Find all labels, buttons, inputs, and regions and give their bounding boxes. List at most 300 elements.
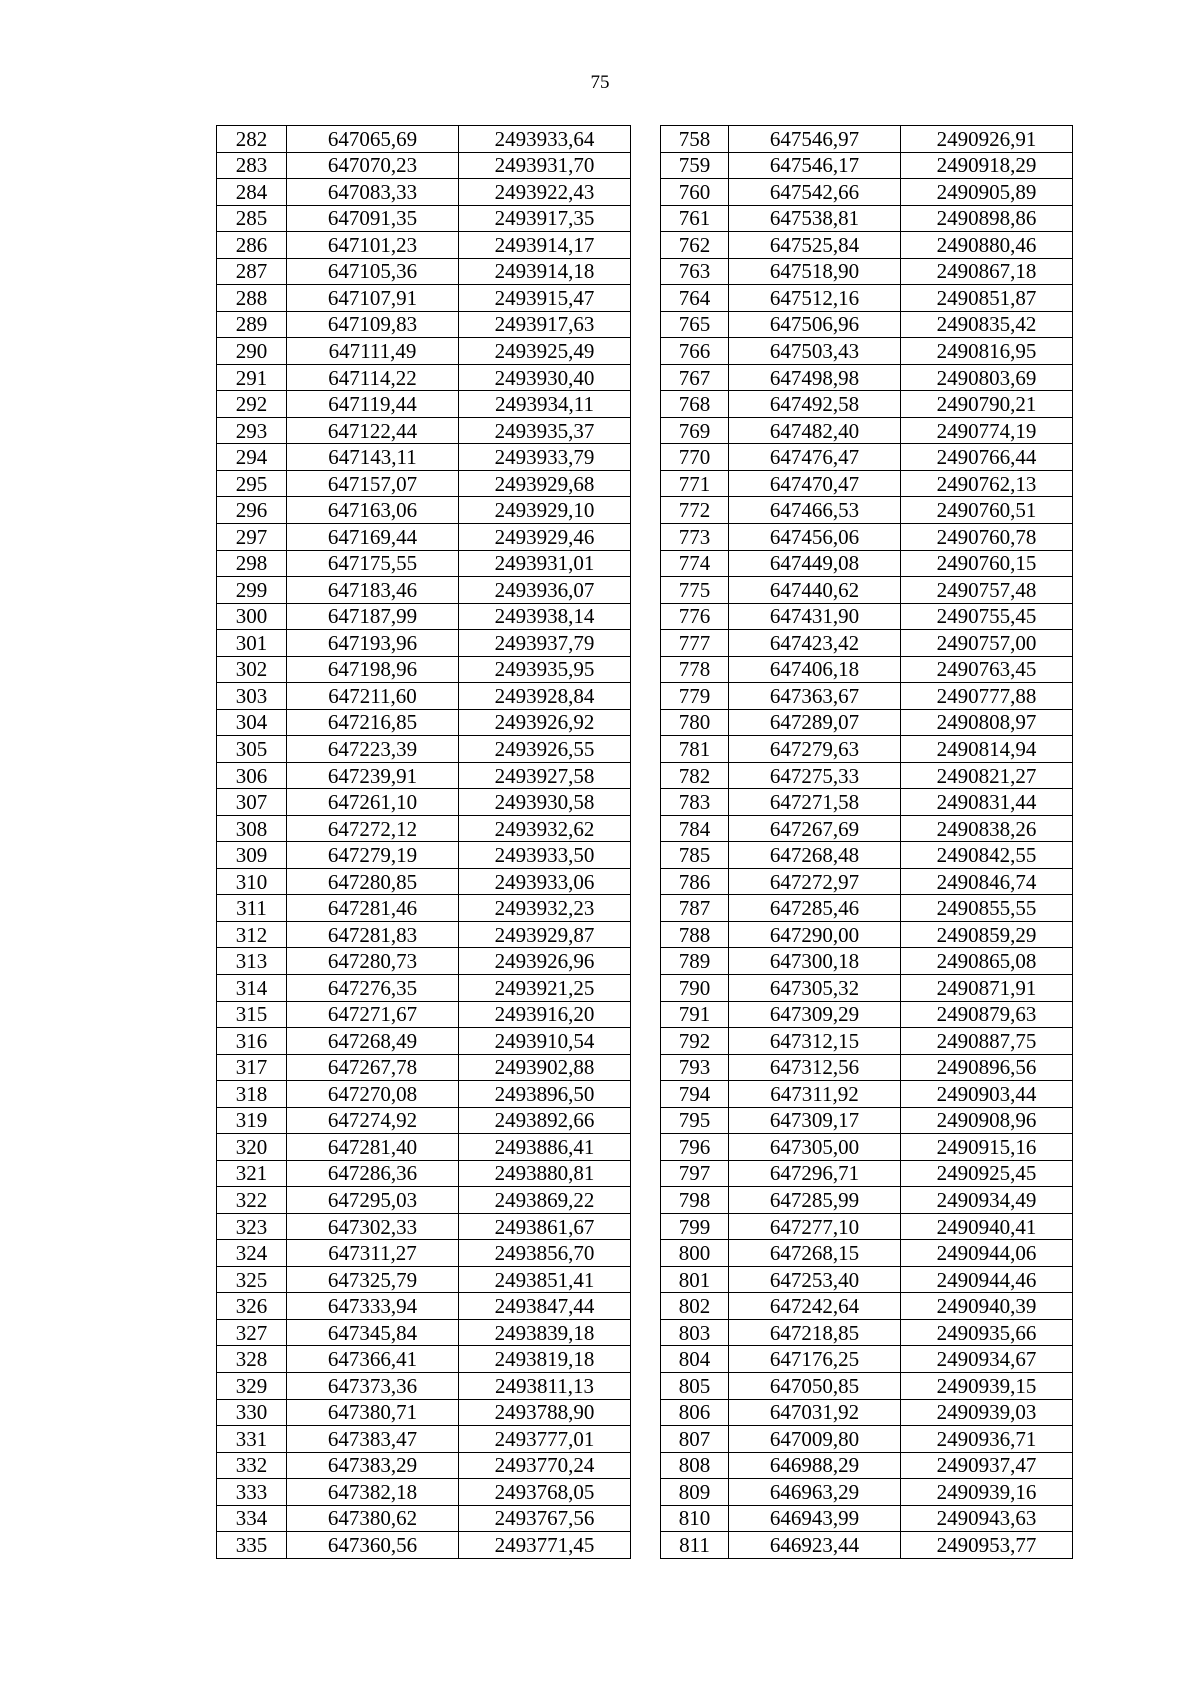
right-y-coordinate-cell: 2490760,15: [901, 550, 1073, 577]
left-point-number-cell: 300: [217, 603, 287, 630]
left-x-coordinate-cell: 647223,39: [287, 736, 459, 763]
left-point-number-cell: 285: [217, 205, 287, 232]
table-row: [217, 205, 1073, 232]
table-row: [217, 709, 1073, 736]
left-x-coordinate-cell: 647281,46: [287, 895, 459, 922]
right-point-number-cell: 802: [661, 1293, 729, 1320]
right-y-coordinate-cell: 2490915,16: [901, 1134, 1073, 1161]
right-point-number-cell: 774: [661, 550, 729, 577]
table-row: [217, 417, 1073, 444]
right-y-coordinate-cell: 2490846,74: [901, 868, 1073, 895]
table-row: [217, 1028, 1073, 1055]
left-y-coordinate-cell: 2493934,11: [459, 391, 631, 418]
left-x-coordinate-cell: 647281,40: [287, 1134, 459, 1161]
left-x-coordinate-cell: 647187,99: [287, 603, 459, 630]
right-y-coordinate-cell: 2490908,96: [901, 1107, 1073, 1134]
right-x-coordinate-cell: 647296,71: [729, 1160, 901, 1187]
left-y-coordinate-cell: 2493935,37: [459, 417, 631, 444]
left-y-coordinate-cell: 2493921,25: [459, 975, 631, 1002]
right-x-coordinate-cell: 647492,58: [729, 391, 901, 418]
right-x-coordinate-cell: 647268,48: [729, 842, 901, 869]
left-x-coordinate-cell: 647383,47: [287, 1426, 459, 1453]
left-y-coordinate-cell: 2493847,44: [459, 1293, 631, 1320]
left-point-number-cell: 315: [217, 1001, 287, 1028]
right-point-number-cell: 807: [661, 1426, 729, 1453]
left-x-coordinate-cell: 647270,08: [287, 1081, 459, 1108]
table-row: [217, 1479, 1073, 1506]
left-y-coordinate-cell: 2493931,01: [459, 550, 631, 577]
right-y-coordinate-cell: 2490898,86: [901, 205, 1073, 232]
left-point-number-cell: 326: [217, 1293, 287, 1320]
column-gap: [631, 895, 661, 922]
column-gap: [631, 497, 661, 524]
left-y-coordinate-cell: 2493926,92: [459, 709, 631, 736]
left-point-number-cell: 318: [217, 1081, 287, 1108]
table-row: [217, 1346, 1073, 1373]
right-x-coordinate-cell: 647363,67: [729, 683, 901, 710]
right-x-coordinate-cell: 647253,40: [729, 1266, 901, 1293]
right-x-coordinate-cell: 646963,29: [729, 1479, 901, 1506]
right-y-coordinate-cell: 2490944,46: [901, 1266, 1073, 1293]
left-y-coordinate-cell: 2493917,63: [459, 311, 631, 338]
column-gap: [631, 1532, 661, 1559]
left-point-number-cell: 327: [217, 1319, 287, 1346]
left-point-number-cell: 334: [217, 1505, 287, 1532]
column-gap: [631, 1001, 661, 1028]
left-x-coordinate-cell: 647267,78: [287, 1054, 459, 1081]
right-y-coordinate-cell: 2490867,18: [901, 258, 1073, 285]
column-gap: [631, 789, 661, 816]
left-y-coordinate-cell: 2493930,58: [459, 789, 631, 816]
left-y-coordinate-cell: 2493937,79: [459, 630, 631, 657]
right-y-coordinate-cell: 2490935,66: [901, 1319, 1073, 1346]
column-gap: [631, 603, 661, 630]
left-y-coordinate-cell: 2493936,07: [459, 577, 631, 604]
left-x-coordinate-cell: 647105,36: [287, 258, 459, 285]
right-point-number-cell: 773: [661, 523, 729, 550]
left-y-coordinate-cell: 2493929,87: [459, 921, 631, 948]
left-y-coordinate-cell: 2493930,40: [459, 364, 631, 391]
left-x-coordinate-cell: 647345,84: [287, 1319, 459, 1346]
left-y-coordinate-cell: 2493917,35: [459, 205, 631, 232]
left-point-number-cell: 293: [217, 417, 287, 444]
left-y-coordinate-cell: 2493938,14: [459, 603, 631, 630]
table-row: [217, 1293, 1073, 1320]
left-y-coordinate-cell: 2493768,05: [459, 1479, 631, 1506]
right-y-coordinate-cell: 2490763,45: [901, 656, 1073, 683]
left-point-number-cell: 302: [217, 656, 287, 683]
table-row: [217, 497, 1073, 524]
right-x-coordinate-cell: 647423,42: [729, 630, 901, 657]
right-y-coordinate-cell: 2490939,03: [901, 1399, 1073, 1426]
right-point-number-cell: 800: [661, 1240, 729, 1267]
left-point-number-cell: 284: [217, 179, 287, 206]
left-x-coordinate-cell: 647271,67: [287, 1001, 459, 1028]
right-point-number-cell: 776: [661, 603, 729, 630]
left-y-coordinate-cell: 2493931,70: [459, 152, 631, 179]
left-y-coordinate-cell: 2493925,49: [459, 338, 631, 365]
left-y-coordinate-cell: 2493811,13: [459, 1372, 631, 1399]
right-y-coordinate-cell: 2490774,19: [901, 417, 1073, 444]
left-point-number-cell: 291: [217, 364, 287, 391]
column-gap: [631, 1266, 661, 1293]
left-point-number-cell: 335: [217, 1532, 287, 1559]
column-gap: [631, 577, 661, 604]
column-gap: [631, 258, 661, 285]
right-x-coordinate-cell: 647309,17: [729, 1107, 901, 1134]
table-row: [217, 1081, 1073, 1108]
right-x-coordinate-cell: 647546,17: [729, 152, 901, 179]
right-y-coordinate-cell: 2490944,06: [901, 1240, 1073, 1267]
left-point-number-cell: 292: [217, 391, 287, 418]
column-gap: [631, 656, 661, 683]
column-gap: [631, 364, 661, 391]
table-row: [217, 868, 1073, 895]
table-row: [217, 1001, 1073, 1028]
right-point-number-cell: 785: [661, 842, 729, 869]
left-point-number-cell: 297: [217, 523, 287, 550]
left-point-number-cell: 317: [217, 1054, 287, 1081]
right-x-coordinate-cell: 647312,56: [729, 1054, 901, 1081]
right-point-number-cell: 796: [661, 1134, 729, 1161]
right-point-number-cell: 811: [661, 1532, 729, 1559]
right-point-number-cell: 783: [661, 789, 729, 816]
right-point-number-cell: 788: [661, 921, 729, 948]
left-point-number-cell: 308: [217, 815, 287, 842]
table-row: [217, 1107, 1073, 1134]
right-y-coordinate-cell: 2490808,97: [901, 709, 1073, 736]
left-y-coordinate-cell: 2493910,54: [459, 1028, 631, 1055]
right-y-coordinate-cell: 2490903,44: [901, 1081, 1073, 1108]
right-y-coordinate-cell: 2490859,29: [901, 921, 1073, 948]
right-y-coordinate-cell: 2490821,27: [901, 762, 1073, 789]
left-x-coordinate-cell: 647101,23: [287, 232, 459, 259]
table-row: [217, 1452, 1073, 1479]
right-y-coordinate-cell: 2490851,87: [901, 285, 1073, 312]
right-point-number-cell: 760: [661, 179, 729, 206]
column-gap: [631, 1479, 661, 1506]
right-y-coordinate-cell: 2490831,44: [901, 789, 1073, 816]
left-x-coordinate-cell: 647114,22: [287, 364, 459, 391]
left-y-coordinate-cell: 2493927,58: [459, 762, 631, 789]
left-point-number-cell: 310: [217, 868, 287, 895]
table-row: [217, 338, 1073, 365]
right-point-number-cell: 769: [661, 417, 729, 444]
table-row: [217, 975, 1073, 1002]
left-point-number-cell: 333: [217, 1479, 287, 1506]
left-y-coordinate-cell: 2493880,81: [459, 1160, 631, 1187]
column-gap: [631, 630, 661, 657]
right-point-number-cell: 791: [661, 1001, 729, 1028]
left-point-number-cell: 319: [217, 1107, 287, 1134]
right-x-coordinate-cell: 647305,32: [729, 975, 901, 1002]
right-x-coordinate-cell: 647542,66: [729, 179, 901, 206]
table-row: [217, 444, 1073, 471]
left-x-coordinate-cell: 647122,44: [287, 417, 459, 444]
right-x-coordinate-cell: 647518,90: [729, 258, 901, 285]
right-point-number-cell: 770: [661, 444, 729, 471]
left-y-coordinate-cell: 2493929,10: [459, 497, 631, 524]
column-gap: [631, 1372, 661, 1399]
column-gap: [631, 1213, 661, 1240]
left-point-number-cell: 286: [217, 232, 287, 259]
table-row: [217, 126, 1073, 153]
right-x-coordinate-cell: 647538,81: [729, 205, 901, 232]
left-point-number-cell: 296: [217, 497, 287, 524]
left-point-number-cell: 329: [217, 1372, 287, 1399]
column-gap: [631, 1107, 661, 1134]
left-x-coordinate-cell: 647216,85: [287, 709, 459, 736]
left-point-number-cell: 330: [217, 1399, 287, 1426]
right-y-coordinate-cell: 2490816,95: [901, 338, 1073, 365]
table-row: [217, 1266, 1073, 1293]
right-x-coordinate-cell: 647285,46: [729, 895, 901, 922]
column-gap: [631, 1054, 661, 1081]
right-y-coordinate-cell: 2490896,56: [901, 1054, 1073, 1081]
table-row: [217, 842, 1073, 869]
column-gap: [631, 1134, 661, 1161]
left-x-coordinate-cell: 647286,36: [287, 1160, 459, 1187]
column-gap: [631, 1081, 661, 1108]
table-row: [217, 523, 1073, 550]
left-y-coordinate-cell: 2493869,22: [459, 1187, 631, 1214]
right-y-coordinate-cell: 2490879,63: [901, 1001, 1073, 1028]
column-gap: [631, 1399, 661, 1426]
table-row: [217, 470, 1073, 497]
table-row: [217, 285, 1073, 312]
table-row: [217, 577, 1073, 604]
left-y-coordinate-cell: 2493929,68: [459, 470, 631, 497]
table-row: [217, 1213, 1073, 1240]
left-point-number-cell: 322: [217, 1187, 287, 1214]
left-x-coordinate-cell: 647280,73: [287, 948, 459, 975]
left-point-number-cell: 301: [217, 630, 287, 657]
right-point-number-cell: 799: [661, 1213, 729, 1240]
right-x-coordinate-cell: 647275,33: [729, 762, 901, 789]
column-gap: [631, 1319, 661, 1346]
right-x-coordinate-cell: 647309,29: [729, 1001, 901, 1028]
column-gap: [631, 205, 661, 232]
left-point-number-cell: 328: [217, 1346, 287, 1373]
right-y-coordinate-cell: 2490760,51: [901, 497, 1073, 524]
left-point-number-cell: 290: [217, 338, 287, 365]
right-point-number-cell: 768: [661, 391, 729, 418]
right-point-number-cell: 781: [661, 736, 729, 763]
table-row: [217, 603, 1073, 630]
right-x-coordinate-cell: 647506,96: [729, 311, 901, 338]
left-y-coordinate-cell: 2493914,17: [459, 232, 631, 259]
table-row: [217, 895, 1073, 922]
column-gap: [631, 1452, 661, 1479]
left-y-coordinate-cell: 2493770,24: [459, 1452, 631, 1479]
column-gap: [631, 523, 661, 550]
left-x-coordinate-cell: 647272,12: [287, 815, 459, 842]
left-y-coordinate-cell: 2493892,66: [459, 1107, 631, 1134]
column-gap: [631, 815, 661, 842]
left-x-coordinate-cell: 647382,18: [287, 1479, 459, 1506]
right-y-coordinate-cell: 2490943,63: [901, 1505, 1073, 1532]
right-x-coordinate-cell: 647503,43: [729, 338, 901, 365]
left-point-number-cell: 303: [217, 683, 287, 710]
right-x-coordinate-cell: 647031,92: [729, 1399, 901, 1426]
table-row: [217, 1372, 1073, 1399]
left-point-number-cell: 287: [217, 258, 287, 285]
left-y-coordinate-cell: 2493851,41: [459, 1266, 631, 1293]
left-point-number-cell: 294: [217, 444, 287, 471]
left-y-coordinate-cell: 2493767,56: [459, 1505, 631, 1532]
left-x-coordinate-cell: 647107,91: [287, 285, 459, 312]
table-row: [217, 364, 1073, 391]
table-row: [217, 152, 1073, 179]
right-point-number-cell: 809: [661, 1479, 729, 1506]
right-point-number-cell: 789: [661, 948, 729, 975]
right-point-number-cell: 780: [661, 709, 729, 736]
right-x-coordinate-cell: 647277,10: [729, 1213, 901, 1240]
column-gap: [631, 179, 661, 206]
left-x-coordinate-cell: 647281,83: [287, 921, 459, 948]
left-x-coordinate-cell: 647091,35: [287, 205, 459, 232]
left-x-coordinate-cell: 647383,29: [287, 1452, 459, 1479]
table-row: [217, 656, 1073, 683]
right-x-coordinate-cell: 646923,44: [729, 1532, 901, 1559]
column-gap: [631, 948, 661, 975]
column-gap: [631, 311, 661, 338]
left-x-coordinate-cell: 647175,55: [287, 550, 459, 577]
table-row: [217, 1187, 1073, 1214]
right-x-coordinate-cell: 647406,18: [729, 656, 901, 683]
right-point-number-cell: 797: [661, 1160, 729, 1187]
left-x-coordinate-cell: 647065,69: [287, 126, 459, 153]
right-point-number-cell: 775: [661, 577, 729, 604]
left-point-number-cell: 325: [217, 1266, 287, 1293]
right-y-coordinate-cell: 2490760,78: [901, 523, 1073, 550]
left-x-coordinate-cell: 647261,10: [287, 789, 459, 816]
left-x-coordinate-cell: 647183,46: [287, 577, 459, 604]
right-y-coordinate-cell: 2490918,29: [901, 152, 1073, 179]
left-x-coordinate-cell: 647274,92: [287, 1107, 459, 1134]
left-point-number-cell: 309: [217, 842, 287, 869]
right-point-number-cell: 763: [661, 258, 729, 285]
left-x-coordinate-cell: 647109,83: [287, 311, 459, 338]
table-row: [217, 1505, 1073, 1532]
right-point-number-cell: 767: [661, 364, 729, 391]
right-y-coordinate-cell: 2490934,49: [901, 1187, 1073, 1214]
right-point-number-cell: 810: [661, 1505, 729, 1532]
left-y-coordinate-cell: 2493886,41: [459, 1134, 631, 1161]
left-x-coordinate-cell: 647325,79: [287, 1266, 459, 1293]
table-row: [217, 391, 1073, 418]
left-y-coordinate-cell: 2493928,84: [459, 683, 631, 710]
column-gap: [631, 1240, 661, 1267]
table-row: [217, 789, 1073, 816]
table-row: [217, 762, 1073, 789]
left-point-number-cell: 282: [217, 126, 287, 153]
column-gap: [631, 470, 661, 497]
left-point-number-cell: 305: [217, 736, 287, 763]
column-gap: [631, 868, 661, 895]
right-x-coordinate-cell: 646943,99: [729, 1505, 901, 1532]
table-row: [217, 1240, 1073, 1267]
table-row: [217, 179, 1073, 206]
left-y-coordinate-cell: 2493914,18: [459, 258, 631, 285]
left-point-number-cell: 306: [217, 762, 287, 789]
right-x-coordinate-cell: 647456,06: [729, 523, 901, 550]
right-x-coordinate-cell: 647498,98: [729, 364, 901, 391]
left-y-coordinate-cell: 2493861,67: [459, 1213, 631, 1240]
left-y-coordinate-cell: 2493819,18: [459, 1346, 631, 1373]
column-gap: [631, 232, 661, 259]
right-x-coordinate-cell: 647312,15: [729, 1028, 901, 1055]
left-point-number-cell: 313: [217, 948, 287, 975]
table-row: [217, 683, 1073, 710]
right-x-coordinate-cell: 647271,58: [729, 789, 901, 816]
right-y-coordinate-cell: 2490777,88: [901, 683, 1073, 710]
left-x-coordinate-cell: 647373,36: [287, 1372, 459, 1399]
right-y-coordinate-cell: 2490755,45: [901, 603, 1073, 630]
column-gap: [631, 842, 661, 869]
left-y-coordinate-cell: 2493929,46: [459, 523, 631, 550]
left-x-coordinate-cell: 647193,96: [287, 630, 459, 657]
left-y-coordinate-cell: 2493926,55: [459, 736, 631, 763]
left-point-number-cell: 311: [217, 895, 287, 922]
left-point-number-cell: 331: [217, 1426, 287, 1453]
left-point-number-cell: 321: [217, 1160, 287, 1187]
left-x-coordinate-cell: 647280,85: [287, 868, 459, 895]
table-row: [217, 550, 1073, 577]
right-y-coordinate-cell: 2490855,55: [901, 895, 1073, 922]
right-point-number-cell: 805: [661, 1372, 729, 1399]
left-x-coordinate-cell: 647302,33: [287, 1213, 459, 1240]
left-x-coordinate-cell: 647380,71: [287, 1399, 459, 1426]
table-row: [217, 1426, 1073, 1453]
left-point-number-cell: 283: [217, 152, 287, 179]
right-y-coordinate-cell: 2490842,55: [901, 842, 1073, 869]
right-x-coordinate-cell: 647176,25: [729, 1346, 901, 1373]
column-gap: [631, 126, 661, 153]
left-point-number-cell: 314: [217, 975, 287, 1002]
table-row: [217, 1054, 1073, 1081]
column-gap: [631, 1505, 661, 1532]
left-point-number-cell: 299: [217, 577, 287, 604]
right-x-coordinate-cell: 647279,63: [729, 736, 901, 763]
right-y-coordinate-cell: 2490887,75: [901, 1028, 1073, 1055]
right-y-coordinate-cell: 2490757,48: [901, 577, 1073, 604]
column-gap: [631, 550, 661, 577]
right-x-coordinate-cell: 647272,97: [729, 868, 901, 895]
left-x-coordinate-cell: 647295,03: [287, 1187, 459, 1214]
column-gap: [631, 285, 661, 312]
table-row: [217, 1160, 1073, 1187]
right-y-coordinate-cell: 2490939,15: [901, 1372, 1073, 1399]
right-y-coordinate-cell: 2490905,89: [901, 179, 1073, 206]
right-x-coordinate-cell: 647466,53: [729, 497, 901, 524]
column-gap: [631, 709, 661, 736]
right-x-coordinate-cell: 647449,08: [729, 550, 901, 577]
right-point-number-cell: 786: [661, 868, 729, 895]
right-point-number-cell: 806: [661, 1399, 729, 1426]
left-y-coordinate-cell: 2493916,20: [459, 1001, 631, 1028]
table-row: [217, 1399, 1073, 1426]
left-y-coordinate-cell: 2493932,62: [459, 815, 631, 842]
left-point-number-cell: 288: [217, 285, 287, 312]
right-x-coordinate-cell: 647311,92: [729, 1081, 901, 1108]
left-point-number-cell: 320: [217, 1134, 287, 1161]
right-y-coordinate-cell: 2490762,13: [901, 470, 1073, 497]
coordinates-table-body: [217, 126, 1073, 1559]
right-point-number-cell: 794: [661, 1081, 729, 1108]
left-y-coordinate-cell: 2493926,96: [459, 948, 631, 975]
right-point-number-cell: 801: [661, 1266, 729, 1293]
